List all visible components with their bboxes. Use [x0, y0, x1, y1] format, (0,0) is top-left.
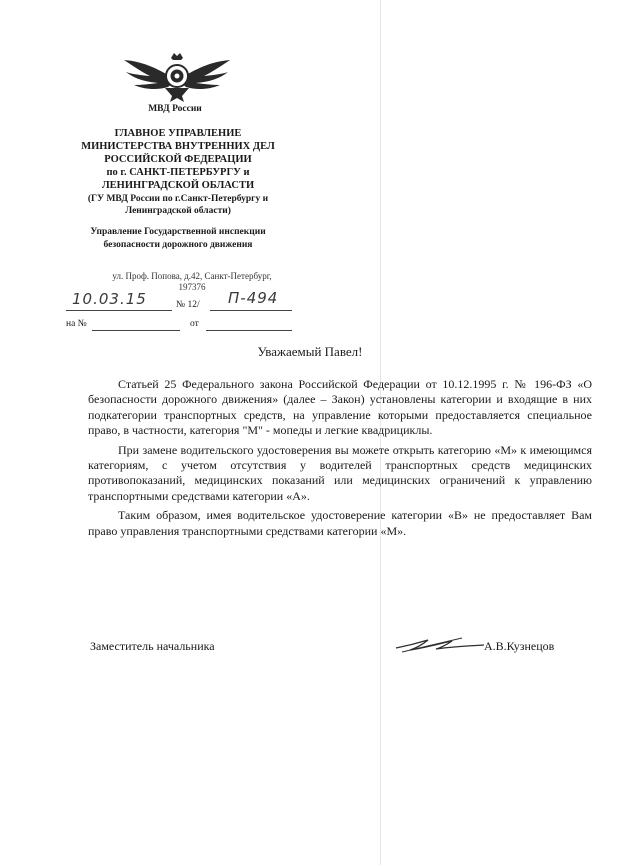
- letter-body: [88, 377, 592, 543]
- incoming-date-label: от: [190, 319, 199, 329]
- incoming-number-line: [92, 330, 180, 331]
- address-line: 197376: [178, 282, 206, 292]
- org-line: МИНИСТЕРСТВА ВНУТРЕННИХ ДЕЛ: [81, 141, 275, 152]
- paragraph: Таким образом, имея водительское удостоверение категории «В» не предоставляет Вам право управления транспортными средствами категории «М».: [88, 508, 592, 538]
- paragraph: При замене водительского удостоверения вы можете открыть категорию «М» к имеющимся категориям, с учетом отсутствия у водителей транспортных средств медицинских противопоказаний, медицинских показаний или медицинских ограничений к управлению транспортными средствами категории «А».: [88, 442, 592, 503]
- abbr-line: (ГУ МВД России по г.Санкт-Петербургу и: [87, 194, 269, 204]
- mvd-emblem-icon: [118, 50, 236, 106]
- org-line: ГЛАВНОЕ УПРАВЛЕНИЕ: [114, 128, 242, 139]
- incoming-ref-label: на №: [66, 319, 87, 329]
- org-line: РОССИЙСКОЙ ФЕДЕРАЦИИ: [104, 154, 252, 165]
- address-line: ул. Проф. Попова, д.42, Санкт-Петербург,: [112, 271, 272, 281]
- outgoing-number-handwritten: П-494: [228, 289, 279, 307]
- org-line: по г. САНКТ-ПЕТЕРБУРГУ и: [106, 167, 250, 178]
- date-underline: [66, 310, 172, 311]
- salutation: Уважаемый Павел!: [257, 344, 363, 359]
- signature-icon: [392, 626, 488, 656]
- emblem-caption: МВД России: [148, 104, 202, 114]
- unit-line: безопасности дорожного движения: [103, 239, 253, 250]
- signatory-name: А.В.Кузнецов: [484, 639, 555, 653]
- paragraph: Статьей 25 Федерального закона Российской Федерации от 10.12.1995 г. № 196-ФЗ «О безопасности дорожного движения» (далее – Закон) установлены категории и входящие в них подкатегории транспортных средств, на управление которыми предоставляется специальное право, в частности, категория "М" - мопеды и легкие квадрициклы.: [88, 377, 592, 438]
- number-label: № 12/: [176, 300, 200, 310]
- organization-header: [60, 127, 296, 251]
- department-name: [60, 226, 296, 251]
- number-underline: [210, 310, 292, 311]
- outgoing-date-handwritten: 10.03.15: [72, 290, 147, 308]
- signatory-title: Заместитель начальника: [90, 639, 215, 653]
- unit-line: Управление Государственной инспекции: [90, 227, 266, 237]
- incoming-date-line: [206, 330, 292, 331]
- org-line: ЛЕНИНГРАДСКОЙ ОБЛАСТИ: [101, 180, 255, 191]
- org-abbreviation: [60, 193, 296, 217]
- abbr-line: Ленинградской области): [125, 206, 231, 216]
